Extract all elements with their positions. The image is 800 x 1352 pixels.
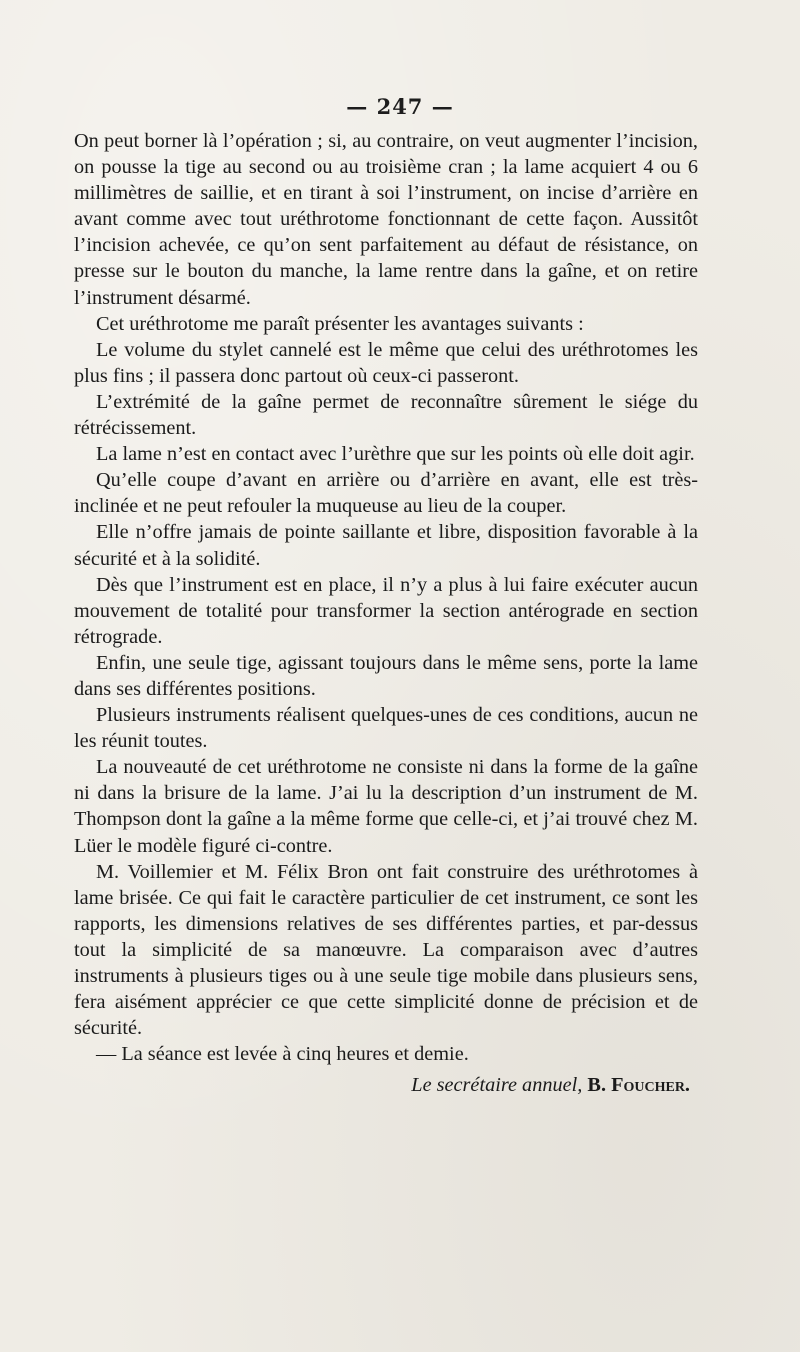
paragraph: Elle n’offre jamais de pointe saillante et libre, disposition favorable à la sécurité et à la solidité.: [74, 521, 698, 570]
paragraph: La nouveauté de cet uréthrotome ne consiste ni dans la forme de la gaîne ni dans la brisure de la lame. J’ai lu la description d’un instrument de M. Thompson dont la gaîne a la même forme que celle-ci, et j’ai trouvé chez M. Lüer le modèle figuré ci-contre.: [74, 756, 698, 857]
signature: [74, 1072, 698, 1098]
paragraph: Le volume du stylet cannelé est le même que celui des uréthrotomes les plus fins ; il passera donc partout où ceux-ci passeront.: [74, 338, 698, 387]
body-text: [74, 128, 698, 1098]
paragraph: Dès que l’instrument est en place, il n’y a plus à lui faire exécuter aucun mouvement de totalité pour transformer la section antérograde en section rétrograde.: [74, 573, 698, 648]
paragraph: Qu’elle coupe d’avant en arrière ou d’arrière en avant, elle est très-inclinée et ne peut refouler la muqueuse au lieu de la couper.: [74, 469, 698, 518]
paragraph: Cet uréthrotome me paraît présenter les avantages suivants :: [96, 312, 584, 335]
paragraph: Plusieurs instruments réalisent quelques-unes de ces conditions, aucun ne les réunit toutes.: [74, 704, 698, 753]
signature-name: B. Foucher.: [587, 1074, 690, 1097]
closing-line: — La séance est levée à cinq heures et demie.: [96, 1043, 469, 1066]
paragraph: L’extrémité de la gaîne permet de reconnaître sûrement le siége du rétrécissement.: [74, 390, 698, 440]
paragraph: Enfin, une seule tige, agissant toujours dans le même sens, porte la lame dans ses différentes positions.: [74, 651, 698, 700]
page-number: — 247 —: [346, 94, 454, 119]
paragraph: On peut borner là l’opération ; si, au contraire, on veut augmenter l’incision, on pousse la tige au second ou au troisième cran ; la lame acquiert 4 ou 6 millimètres de saillie, et en tirant à soi l’instrument, on incise d’arrière en avant comme avec tout uréthrotome fonctionnant de cette façon. Aussitôt l’incision achevée, ce qu’on sent parfaitement au défaut de résistance, on presse sur le bouton du manche, la lame rentre dans la gaîne, et on retire l’instrument désarmé.: [74, 130, 698, 309]
paragraph: M. Voillemier et M. Félix Bron ont fait construire des uréthrotomes à lame brisée. Ce qui fait le caractère particulier de cet instrument, ce sont les rapports, les dimensions relatives de ses différentes parties, et par-dessus tout la simplicité de sa manœuvre. La comparaison avec d’autres instruments à plusieurs tiges ou à une seule tige mobile dans plusieurs sens, fera aisément apprécier ce que cette simplicité donne de précision et de sécurité.: [74, 860, 698, 1040]
signature-role: Le secrétaire annuel,: [411, 1074, 583, 1097]
paragraph: La lame n’est en contact avec l’urèthre que sur les points où elle doit agir.: [96, 443, 695, 466]
